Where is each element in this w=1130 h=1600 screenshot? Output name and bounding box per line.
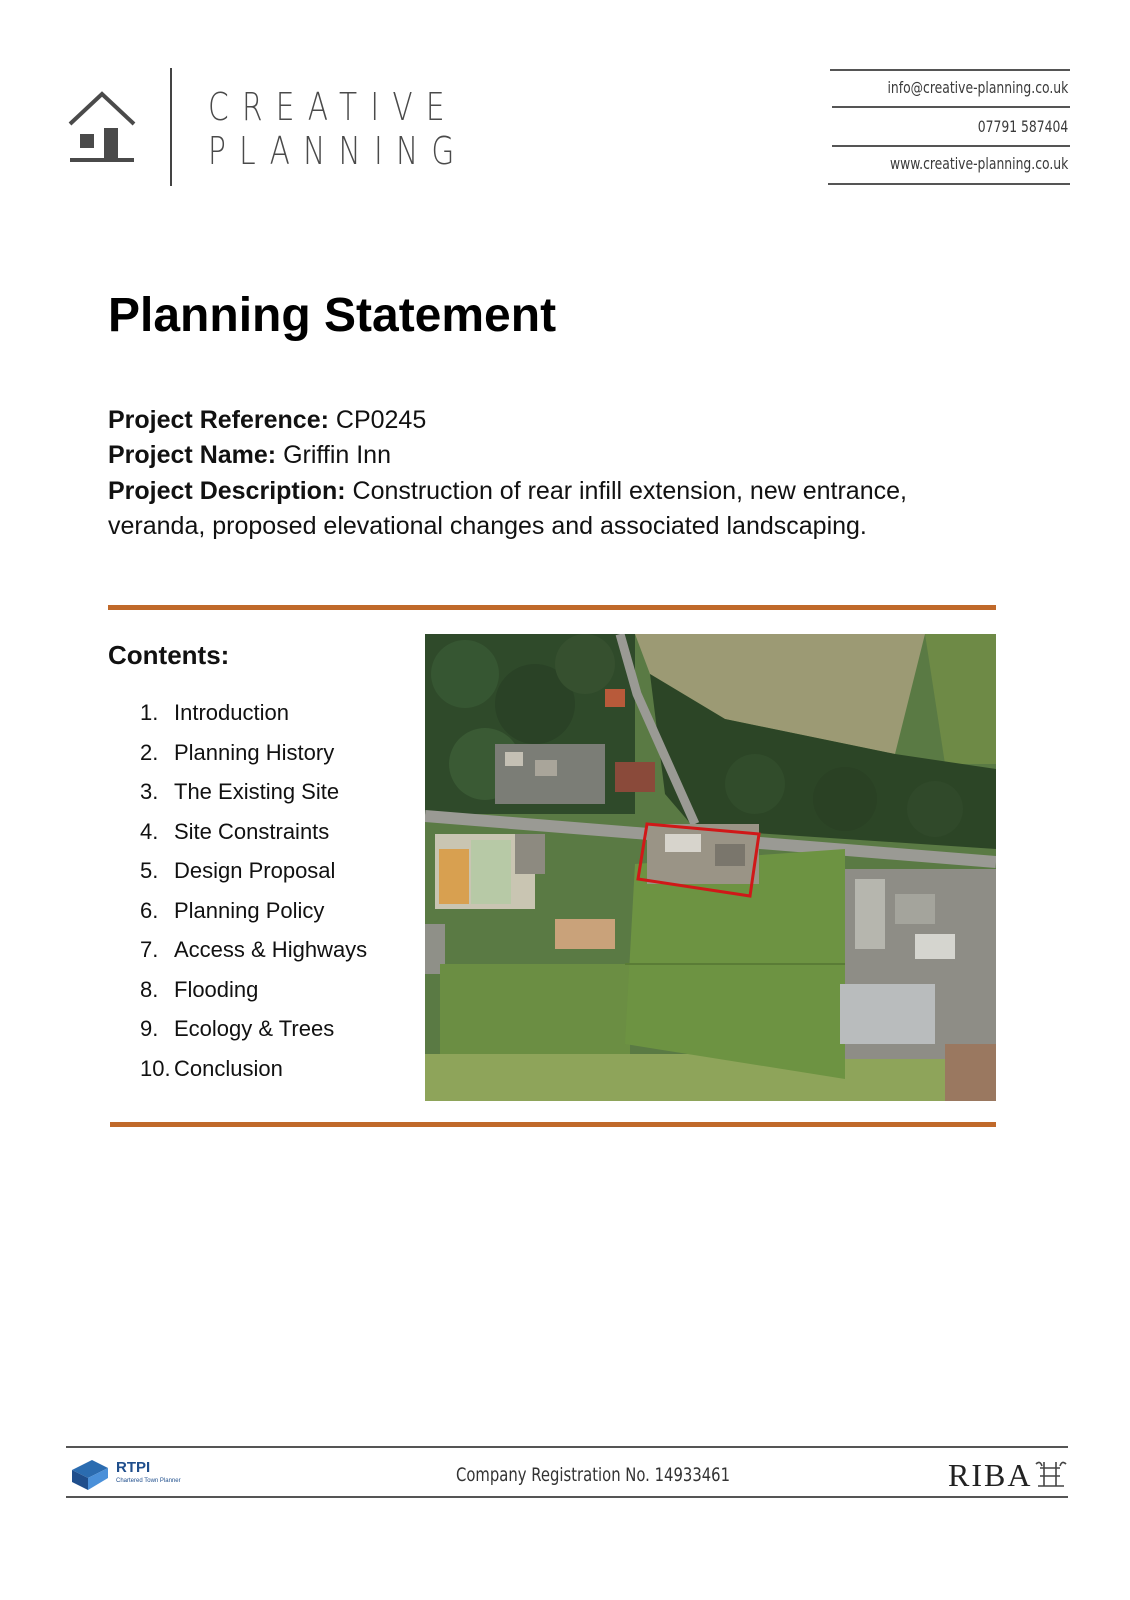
toc-item-number: 9. bbox=[140, 1016, 159, 1041]
footer-rule-bottom bbox=[66, 1496, 1068, 1498]
logo-divider bbox=[170, 68, 172, 186]
toc-item[interactable] bbox=[140, 1016, 367, 1056]
toc-item-label: Flooding bbox=[174, 976, 259, 1002]
aerial-site-map bbox=[425, 634, 996, 1101]
project-reference-label: Project Reference: bbox=[108, 406, 329, 434]
toc-item[interactable] bbox=[140, 898, 367, 938]
toc-item[interactable] bbox=[140, 858, 367, 898]
rtpi-subtitle: Chartered Town Planner bbox=[116, 1478, 181, 1484]
section-divider-top bbox=[108, 605, 996, 610]
toc-item-number: 6. bbox=[140, 897, 159, 923]
toc-item-number: 2. bbox=[140, 739, 159, 765]
project-name bbox=[108, 438, 988, 473]
project-description-label: Project Description: bbox=[108, 477, 346, 505]
riba-crest-icon bbox=[1034, 1458, 1068, 1490]
toc-item-label: Design Proposal bbox=[174, 858, 336, 883]
toc-item-label: The Existing Site bbox=[174, 779, 340, 804]
toc-item-number: 4. bbox=[140, 818, 159, 844]
toc-item-number: 10. bbox=[140, 1055, 171, 1081]
toc-item-label: Site Constraints bbox=[174, 818, 330, 844]
contact-rule bbox=[832, 106, 1070, 108]
project-reference bbox=[108, 403, 988, 438]
toc-item-number: 5. bbox=[140, 858, 159, 883]
contact-email[interactable]: info@creative-planning.co.uk bbox=[887, 78, 1068, 97]
toc-item-label: Conclusion bbox=[174, 1055, 283, 1081]
toc-item[interactable] bbox=[140, 977, 367, 1017]
toc-item-number: 1. bbox=[140, 700, 159, 725]
contact-rule-bottom bbox=[828, 183, 1070, 185]
toc-item[interactable] bbox=[140, 819, 367, 859]
project-name-value: Griffin Inn bbox=[276, 441, 391, 469]
rtpi-label: RTPI bbox=[116, 1459, 151, 1476]
toc-item[interactable] bbox=[140, 1056, 367, 1096]
toc-item-number: 7. bbox=[140, 937, 159, 962]
toc-item[interactable] bbox=[140, 937, 367, 977]
project-reference-value: CP0245 bbox=[328, 406, 427, 434]
toc-item-label: Ecology & Trees bbox=[174, 1016, 335, 1041]
rtpi-logo-icon bbox=[68, 1456, 112, 1492]
logo-wordmark-line-1: CREATIVE bbox=[208, 85, 458, 129]
toc-item-label: Introduction bbox=[174, 700, 289, 725]
contact-rule bbox=[832, 145, 1070, 147]
house-logo-icon bbox=[66, 88, 138, 166]
footer-rule-top bbox=[66, 1446, 1068, 1448]
toc-item[interactable] bbox=[140, 740, 367, 780]
section-divider-bottom bbox=[110, 1122, 996, 1127]
contact-phone[interactable]: 07791 587404 bbox=[977, 117, 1068, 136]
project-description-value: Construction of rear infill extension, new entrance, veranda, proposed elevational changes and associated landscaping. bbox=[108, 477, 907, 540]
company-registration: Company Registration No. 14933461 bbox=[456, 1464, 731, 1486]
toc-item-label: Planning History bbox=[174, 739, 335, 765]
contents-heading: Contents: bbox=[108, 640, 230, 670]
table-of-contents bbox=[140, 700, 367, 1095]
contact-rule-top bbox=[830, 69, 1070, 71]
toc-item-number: 3. bbox=[140, 779, 159, 804]
toc-item-label: Access & Highways bbox=[174, 937, 368, 962]
toc-item[interactable] bbox=[140, 779, 367, 819]
riba-label: RIBA bbox=[948, 1457, 1033, 1493]
toc-item-number: 8. bbox=[140, 976, 159, 1002]
contact-website[interactable]: www.creative-planning.co.uk bbox=[889, 154, 1068, 173]
project-name-label: Project Name: bbox=[108, 441, 277, 469]
toc-item-label: Planning Policy bbox=[174, 897, 325, 923]
page-title: Planning Statement bbox=[108, 289, 557, 342]
project-description bbox=[108, 474, 988, 544]
logo-wordmark-line-2: PLANNING bbox=[208, 129, 468, 173]
toc-item[interactable] bbox=[140, 700, 367, 740]
